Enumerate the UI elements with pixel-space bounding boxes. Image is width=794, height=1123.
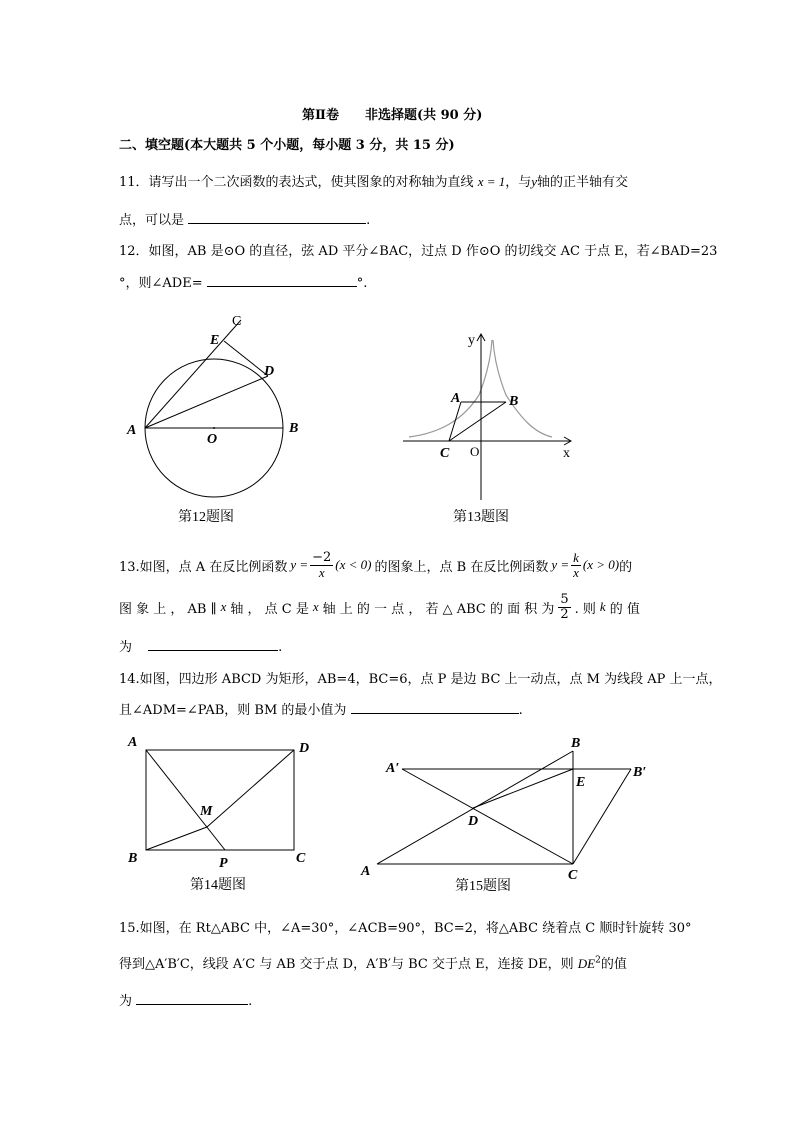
fig13-label-y: y [468,333,475,348]
q15-de: DE [577,956,596,971]
fig13-label-b: B [509,394,519,409]
fig15-segment-aprime-c [402,769,573,864]
q14-end: . [518,703,523,718]
q13-func1-numerator: −2 [312,549,332,565]
q13-func1-denominator: x [318,564,325,580]
fig12-chord-ad [145,376,268,428]
q13-text-a: 13.如图，点 A 在反比例函数 [119,559,288,575]
fig14-label-m: M [200,804,213,819]
q13-func2-numerator: k [573,549,579,565]
q13-text-i: 为 [119,640,133,655]
q11-text-d: 点，可以是 [119,213,185,228]
fig15-label-a: A [361,864,371,879]
q13-var-k: k [599,599,606,614]
q14-text-a: 且∠ADM=∠PAB，则 BM 的最小值为 [119,703,347,718]
fig13-label-x: x [563,446,570,461]
q13-text-d: 图 象 上 ， AB ∥ [119,601,217,617]
fig14-label-c: C [296,851,306,866]
q14-answer-blank[interactable] [351,701,519,714]
fig14-label-d: D [299,741,310,756]
q13-end: . [278,640,283,655]
fig12-label-o: O [207,432,218,447]
fig13-label-a: A [451,391,461,406]
question-12-line-1: 12．如图，AB 是⊙O 的直径，弦 AD 平分∠BAC，过点 D 作⊙O 的切线交 AC 于点 E，若∠BAD=23 [119,244,718,259]
q13-area-fraction [558,593,570,622]
q11-text-a: 11．请写出一个二次函数的表达式，使其图象的对称轴为直线 [119,175,474,190]
q11-end: . [366,213,371,228]
question-13-line-3 [119,636,282,655]
fig14-label-b: B [128,851,138,866]
figure-14 [118,730,323,900]
fig12-center-dot [213,427,215,429]
question-13-line-1 [119,548,632,582]
q13-text-b: 的图象上，点 B 在反比例函数 [374,559,549,575]
q13-func2-fraction [571,551,581,580]
fig15-caption: 第15题图 [455,879,511,894]
q11-text-b: ，与 [505,175,532,190]
fig12-label-a: A [127,423,137,438]
section-title: 第Ⅱ卷 非选择题(共 90 分) [302,108,483,123]
q15-text-a: 得到△A′B′C，线段 A′C 与 AB 交于点 D，A′B′与 BC 交于点 E，连接 DE，则 [119,957,574,972]
q13-text-f: 轴 上 的 一 点 ， 若 △ ABC 的 面 积 为 [322,601,555,617]
q13-func2-lhs: y = [551,557,570,572]
q13-area-denominator: 2 [560,606,569,622]
q13-text-e: 轴 ， 点 C 是 [230,601,309,617]
question-12-line-2 [119,272,367,291]
q13-func1-fraction [310,551,333,580]
fig13-curve-left [409,340,492,437]
fig14-caption: 第14题图 [190,878,246,893]
question-15-line-2 [119,953,627,972]
fig12-label-e: E [210,333,220,348]
q13-text-c: 的 [619,559,633,575]
fig13-segment-ac [449,402,461,441]
fig14-segment-dm [207,750,294,827]
q11-text-c: 轴的正半轴有交 [537,175,629,190]
q13-func1-lhs: y = [290,557,309,572]
fig13-label-c: C [440,446,450,461]
q12-text-b: °. [356,276,368,291]
q13-text-h: 的 值 [609,601,640,617]
fig14-label-a: A [128,735,138,750]
fig15-label-d: D [468,814,479,829]
fig13-curve-right [493,340,552,437]
q13-area-numerator: 5 [560,591,569,607]
q12-answer-blank[interactable] [207,274,357,287]
fig12-label-c: C [232,314,242,329]
fig15-label-b: B [571,736,581,751]
part-heading: 二、填空题(本大题共 5 个小题，每小题 3 分，共 15 分) [119,138,455,153]
question-14-line-2 [119,699,523,718]
fig14-rectangle [146,750,294,850]
question-15-line-1: 15.如图，在 Rt△ABC 中，∠A=30°，∠ACB=90°，BC=2，将△ABC 绕着点 C 顺时针旋转 30° [119,921,692,936]
q13-func1-condition: (x < 0) [335,557,372,572]
fig12-line-ac [145,320,241,428]
fig12-label-d: D [264,364,275,379]
fig14-segment-bm [146,827,207,850]
q15-superscript: 2 [595,955,601,966]
figure-12 [118,308,318,533]
fig15-segment-de [473,769,573,808]
q15-text-b: 的值 [600,957,627,972]
question-13-line-2 [119,590,640,624]
q15-text-c: 为 [119,994,133,1009]
q13-var-x2: x [312,599,319,614]
fig15-label-c: C [568,868,578,883]
fig14-label-p: P [219,856,228,871]
q13-text-g: . 则 [574,601,596,617]
question-15-line-3 [119,990,252,1009]
q11-equation: x = 1 [477,174,506,189]
fig15-label-bprime: B′ [633,765,647,780]
q12-text-a: °，则∠ADE= [119,276,203,291]
q13-answer-blank[interactable] [148,638,278,651]
q13-func2-denominator: x [573,564,579,580]
fig12-label-b: B [289,421,299,436]
fig13-caption: 第13题图 [453,510,509,525]
q15-end: . [248,994,253,1009]
q11-var-y: y [531,174,538,189]
fig13-label-o: O [470,444,480,459]
question-11-line-2 [119,209,370,228]
figure-13 [395,325,590,530]
figure-15 [355,733,665,898]
q11-answer-blank[interactable] [188,211,366,224]
fig13-segment-bc [449,402,506,441]
question-14-line-1: 14.如图，四边形 ABCD 为矩形，AB=4，BC=6，点 P 是边 BC 上一动点，点 M 为线段 AP 上一点， [119,672,722,687]
question-11-line-1 [119,171,628,190]
fig15-label-aprime: A′ [386,761,400,776]
fig12-tangent-ed [224,341,268,376]
fig15-label-e: E [576,775,586,790]
q15-answer-blank[interactable] [136,992,248,1005]
q13-var-x1: x [220,599,227,614]
fig12-caption: 第12题图 [178,510,234,525]
q13-func2-condition: (x > 0) [582,557,620,572]
